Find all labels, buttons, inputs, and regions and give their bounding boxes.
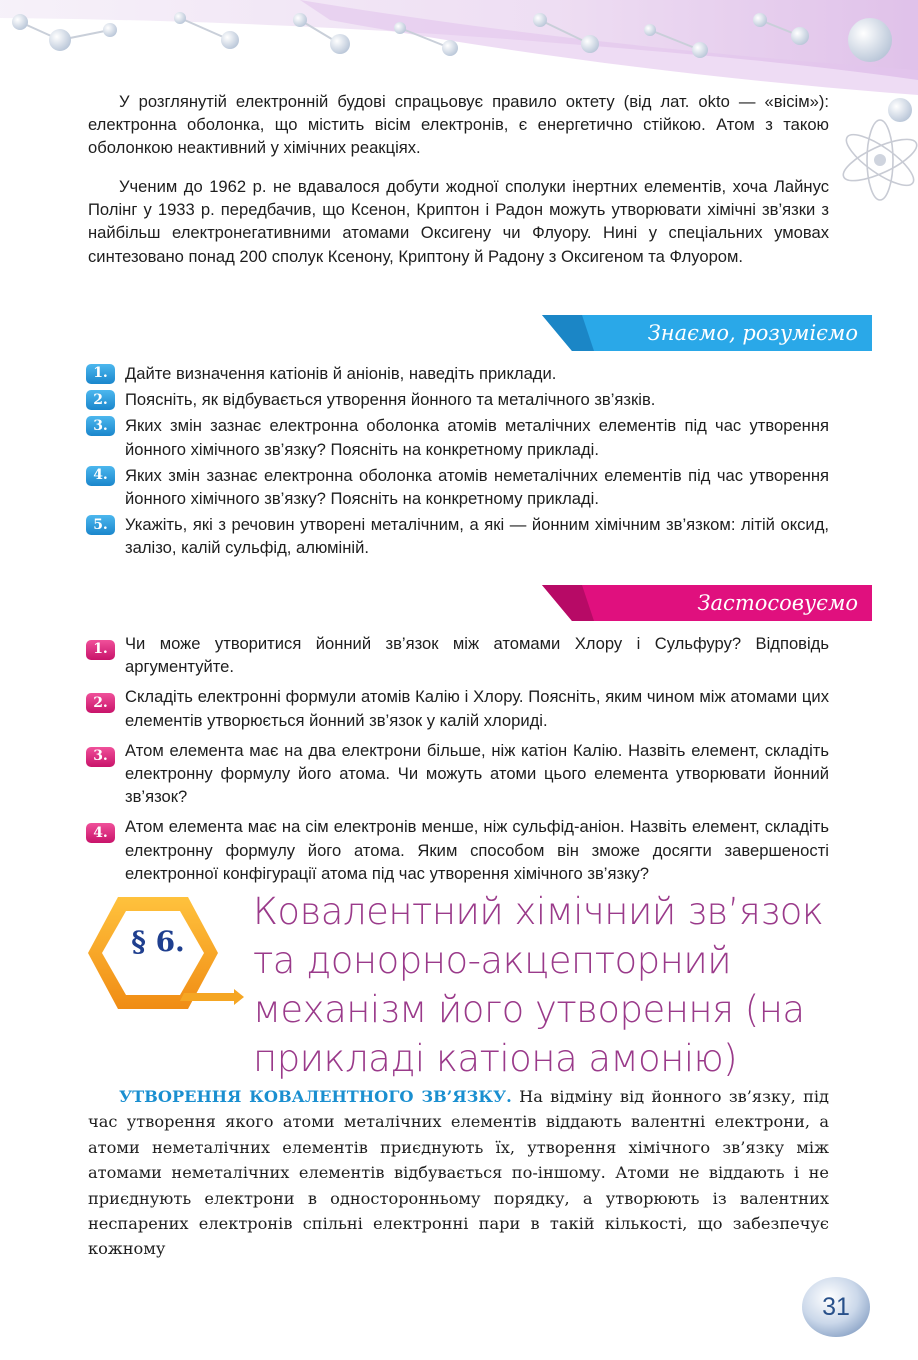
question-number: 4. [86, 466, 115, 486]
paragraph-octet-rule: У розглянутій електронній будові спрацьовує правило октету (від лат. okto — «вісім»): електронна оболонка, що містить вісім електронів, є енергетично стійкою. Атом з такою оболонкою неактивний у хімічних реакціях. [88, 92, 829, 158]
question-number: 1. [86, 364, 115, 384]
question-text: Поясніть, як відбувається утворення йонного та металічного зв’язків. [125, 390, 656, 410]
question-number: 2. [86, 693, 115, 713]
main-text-body: На відміну від йонного зв’язку, під час утворення якого атоми металічних елементів віддають валентні електрони, а атоми неметалічних елементів приєднують їх, утворення хімічного зв’язку між атомами неметалічних елементів відбувається по-іншому. Атоми не віддають і не приєднують електрони в односторонньому порядку, а утворюють із валентних неспарених електронів спільні електронні пари в такій кількості, що забезпечує кожному [88, 1087, 830, 1259]
question-text: Яких змін зазнає електронна оболонка атомів металічних елементів під час утворення йонного хімічного зв’язку? Поясніть на конкретному прикладі. [125, 416, 829, 459]
question-number: 4. [86, 823, 115, 843]
question-number: 3. [86, 747, 115, 767]
chapter-title: Ковалентний хімічний зв’язок та донорно-акцепторний механізм його утворення (на прикладі катіона амонію) [253, 890, 824, 1080]
main-text [88, 1084, 829, 1262]
question-text: Яких змін зазнає електронна оболонка атомів неметалічних елементів під час утворення йонного хімічного зв’язку? Поясніть на конкретному прикладі. [125, 465, 829, 509]
question-number: 1. [86, 640, 115, 660]
list-item [82, 685, 829, 731]
paragraph-number: § 6. [131, 925, 185, 958]
list-item [82, 815, 829, 885]
section-banner-know [542, 315, 872, 351]
list-item [82, 362, 829, 385]
question-list-apply [82, 632, 829, 892]
question-list-know [82, 362, 829, 563]
section-banner-apply [542, 585, 872, 621]
question-text: Чи може утворитися йонний зв’язок між атомами Хлору і Сульфуру? Відповідь аргументуйте. [125, 634, 829, 677]
page-number: 31 [822, 1292, 850, 1321]
question-number: 3. [86, 416, 115, 436]
section-title-apply: Застосовуємо [697, 591, 858, 615]
question-text: Атом елемента має на сім електронів менше, ніж сульфід-аніон. Назвіть елемент, складіть електронну формулу його атома. Яким способом він зможе досягти завершеності електронної конфігурації атома під час утворення хімічного зв’язку? [125, 817, 829, 883]
question-text: Укажіть, які з речовин утворені металічним, а які — йонним хімічним зв’язком: літій оксид, залізо, калій сульфід, алюміній. [125, 515, 829, 558]
list-item [82, 414, 829, 460]
list-item [82, 632, 829, 678]
question-text: Дайте визначення катіонів й аніонів, наведіть приклади. [125, 364, 557, 383]
list-item [82, 739, 829, 809]
section-title-know: Знаємо, розуміємо [647, 321, 858, 345]
list-item [82, 464, 829, 510]
question-text: Складіть електронні формули атомів Калію і Хлору. Поясніть, яким чином між атомами цих елементів утворюється йонний зв’язок у калій хлориді. [125, 687, 829, 730]
question-number: 5. [86, 515, 115, 535]
paragraph-noble-gases: Ученим до 1962 р. не вдавалося добути жодної сполуки інертних елементів, хоча Лайнус Полінг у 1933 р. передбачив, що Ксенон, Криптон і Радон можуть утворювати хімічні зв’язки з найбільш електронегативними атомами Оксигену чи Флуору. Нині у спеціальних умовах синтезовано понад 200 сполук Ксенону, Криптону й Радону з Оксигеном та Флуором. [88, 177, 829, 266]
question-text: Атом елемента має на два електрони більше, ніж катіон Калію. Назвіть елемент, складіть електронну формулу його атома. Чи можуть атоми цього елемента утворювати йонний зв’язок? [125, 740, 829, 807]
list-item [82, 388, 829, 411]
question-number: 2. [86, 390, 115, 410]
lead-heading: УТВОРЕННЯ КОВАЛЕНТНОГО ЗВ’ЯЗКУ. [119, 1087, 512, 1106]
list-item [82, 513, 829, 559]
